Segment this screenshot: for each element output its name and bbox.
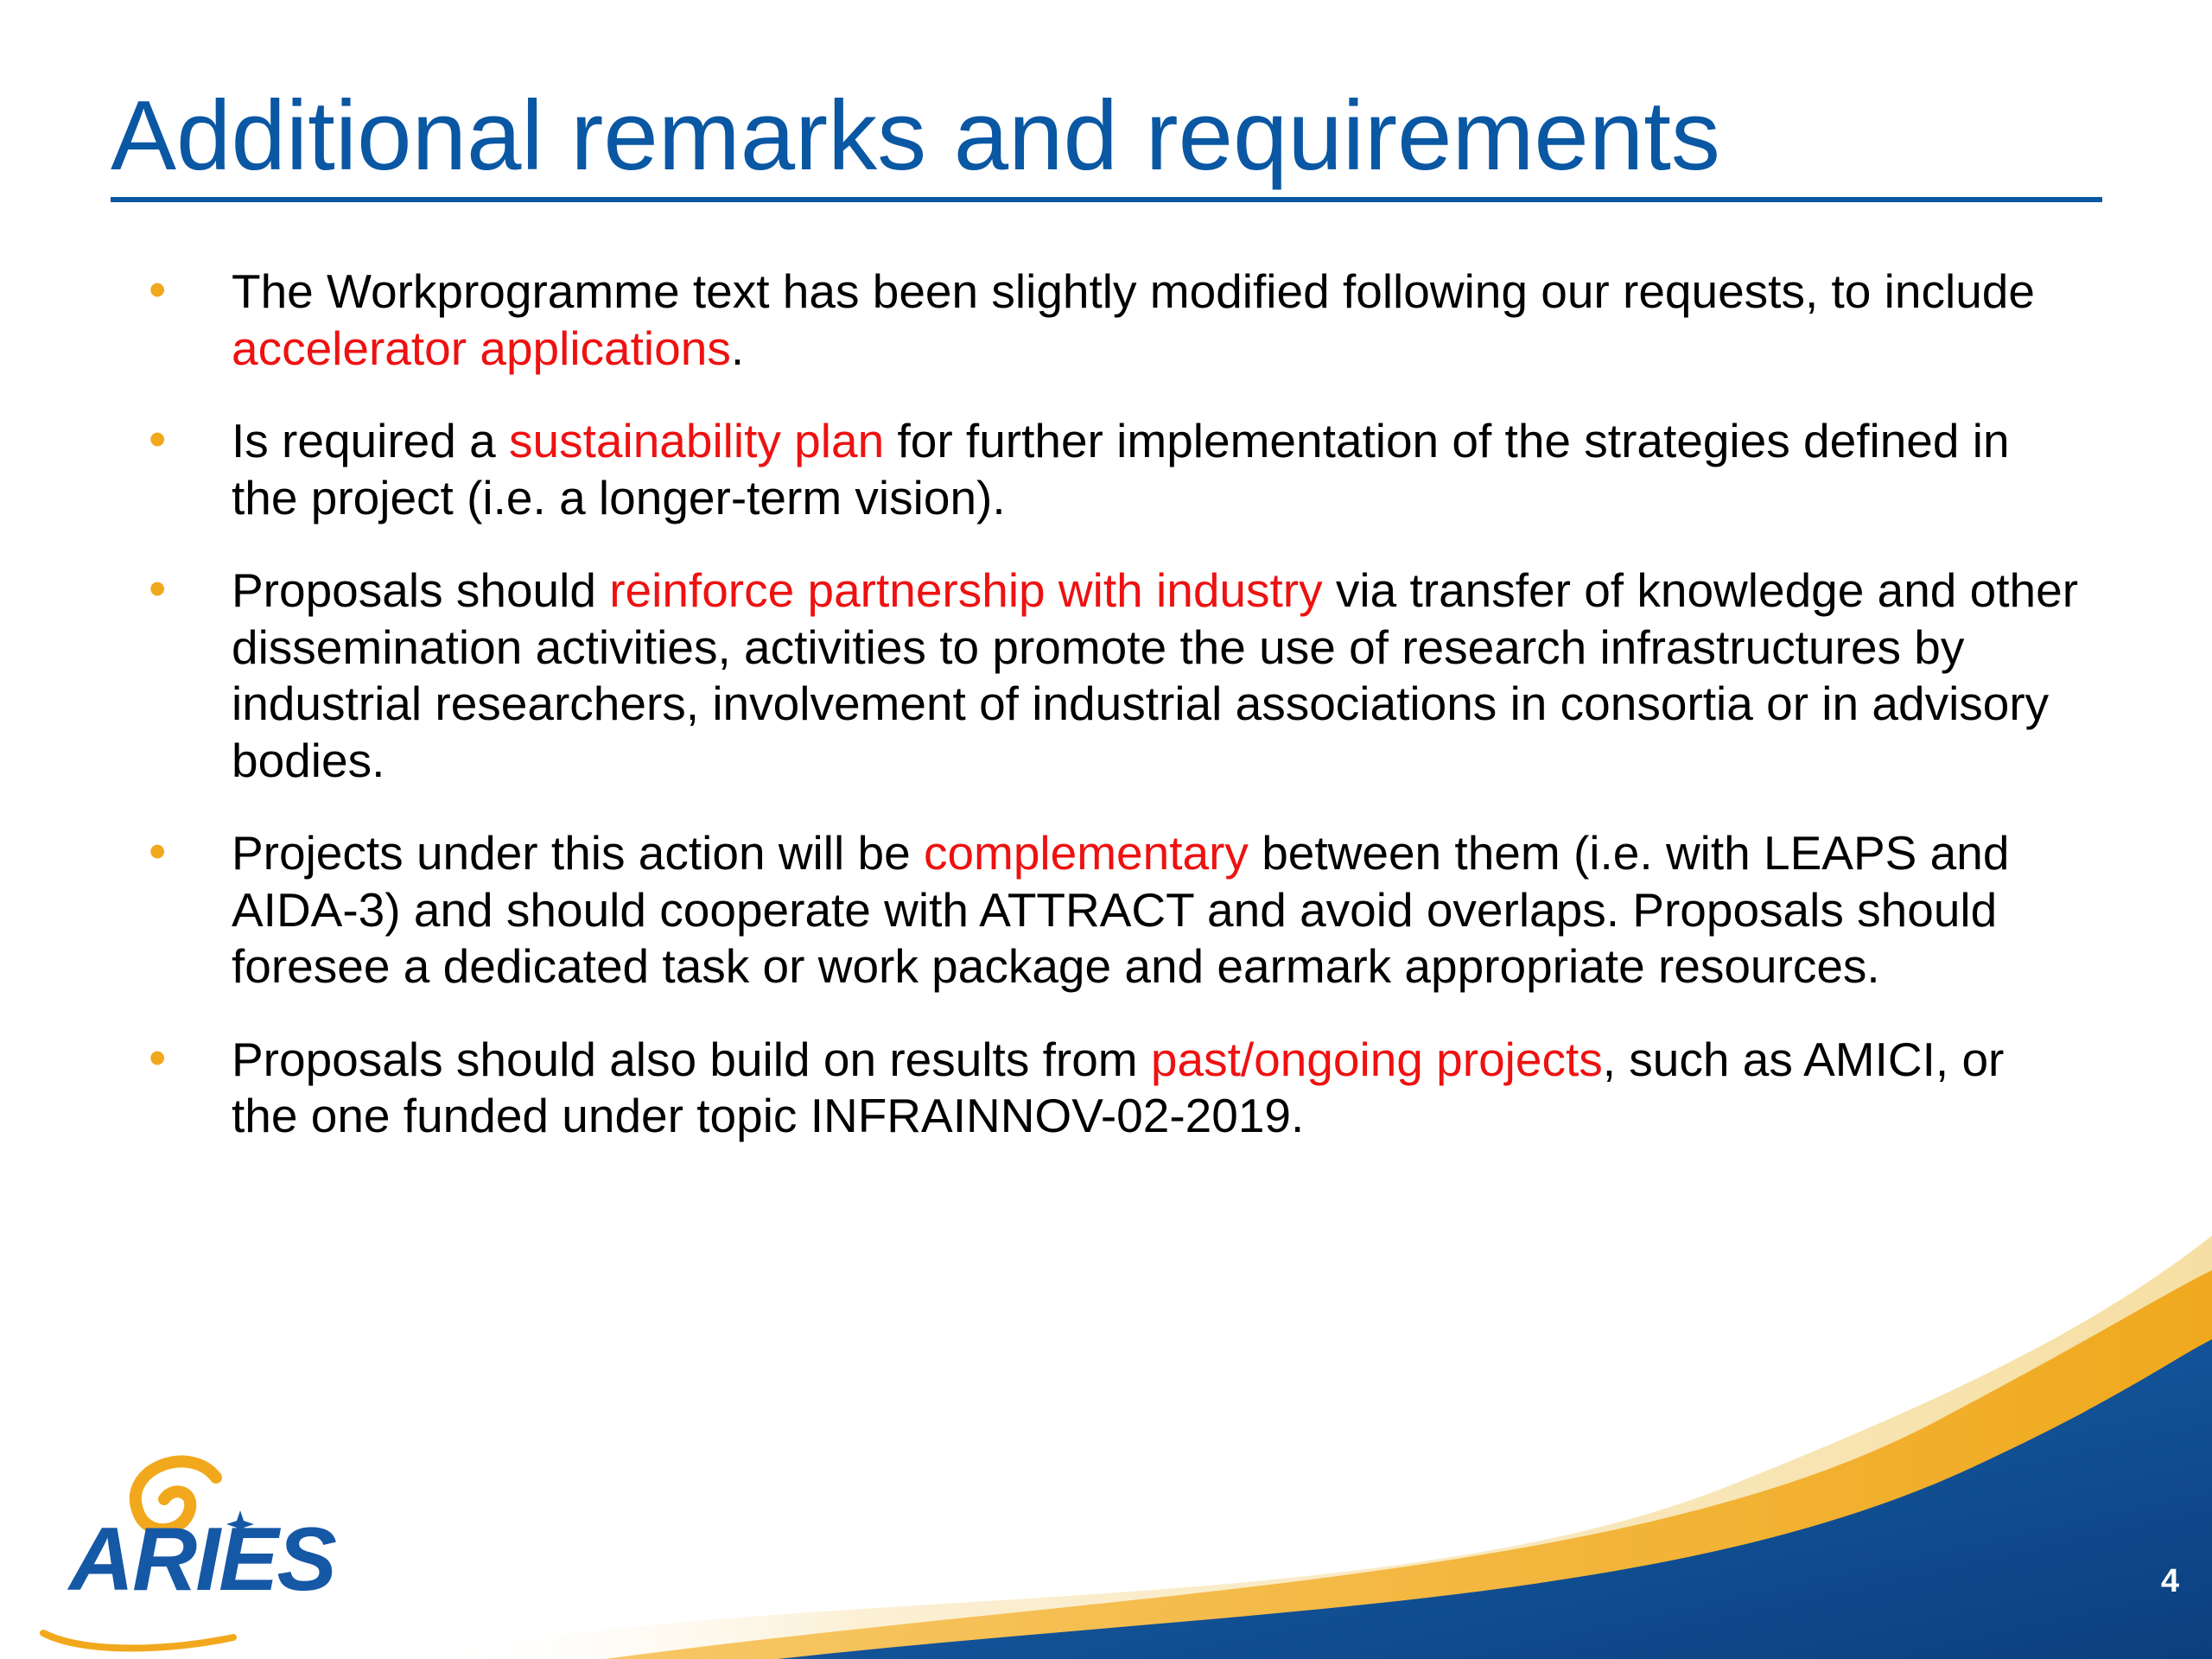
list-item — [145, 413, 2081, 526]
bullet-icon: • — [149, 561, 167, 617]
slide-title: Additional remarks and requirements — [111, 81, 1720, 191]
bullet-text: , such as AMICI, or the one funded under topic INFRAINNOV-02-2019. — [232, 1032, 2005, 1142]
bullet-icon: • — [149, 411, 167, 467]
list-item — [145, 825, 2081, 995]
bullet-highlight: reinforce partnership with industry — [609, 563, 1323, 617]
bullet-highlight: past/ongoing projects — [1150, 1032, 1603, 1086]
logo-swoosh — [43, 1633, 233, 1649]
bullet-text: via transfer of knowledge and other dissemination activities, activities to promote the use of research infrastructures by industrial researchers, involvement of industrial associations in consortia or in advisory bodies. — [232, 563, 2079, 787]
list-item — [145, 1029, 2081, 1145]
bullet-text: Proposals should also build on results from — [232, 1032, 1151, 1086]
title-underline — [111, 197, 2102, 202]
bullet-icon: • — [149, 823, 167, 880]
bullet-highlight: complementary — [923, 826, 1249, 880]
bullet-text: Proposals should — [232, 563, 610, 617]
list-item — [145, 563, 2081, 789]
bullet-highlight: sustainability plan — [509, 414, 885, 467]
bullet-list — [145, 264, 2081, 1181]
bullet-text: for further implementation of the strategies defined in the project (i.e. a longer-term vision). — [232, 414, 2010, 524]
logo-text: ARIES — [69, 1510, 335, 1610]
bullet-highlight: accelerator applications — [232, 321, 731, 375]
bullet-text: Is required a — [232, 414, 510, 467]
bullet-icon: • — [149, 1029, 167, 1086]
page-number: 4 — [2160, 1563, 2179, 1599]
bullet-text: The Workprogramme text has been slightly modified following our requests, to include — [232, 264, 2035, 318]
list-item — [145, 264, 2081, 377]
bullet-text: . — [730, 321, 745, 375]
bullet-text: Projects under this action will be — [232, 826, 924, 880]
bullet-text: between them (i.e. with LEAPS and AIDA-3) and should cooperate with ATTRACT and avoid overlaps. Proposals should foresee a dedicated task or work package and earmark appropriate resources. — [232, 826, 2010, 993]
bullet-icon: • — [149, 262, 167, 318]
